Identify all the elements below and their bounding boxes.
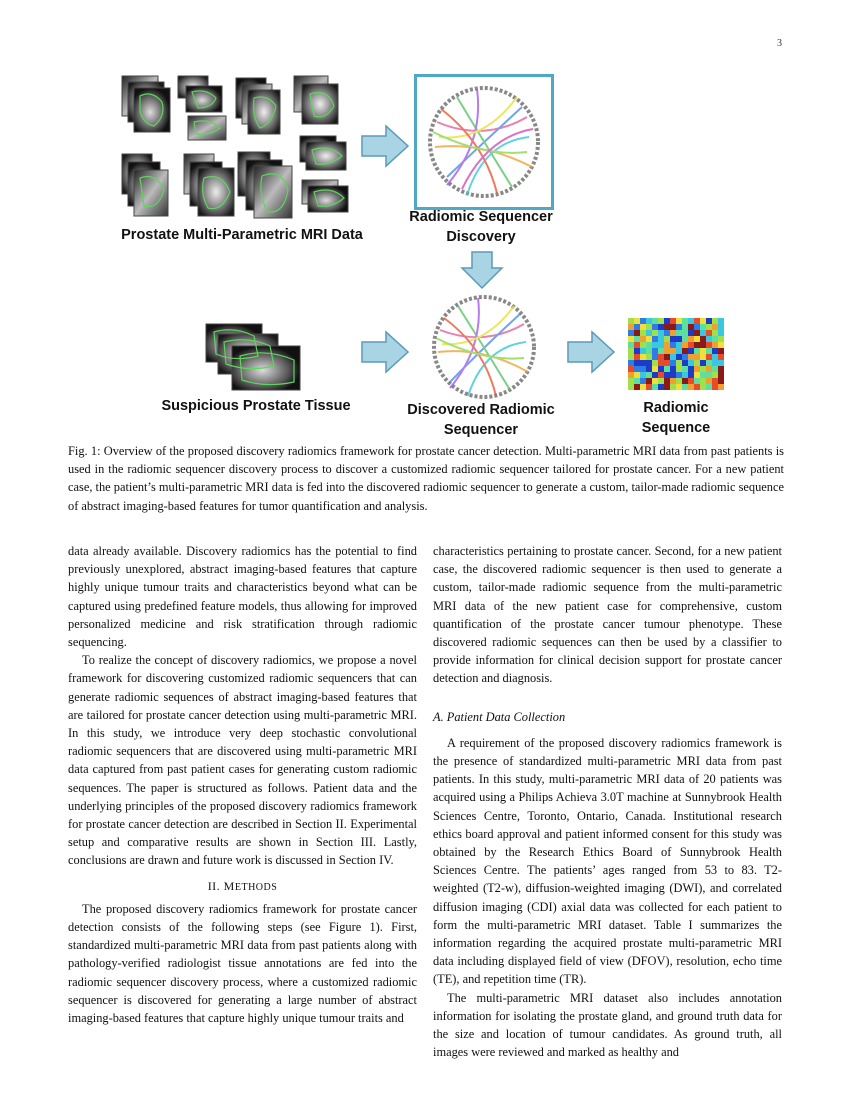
paragraph: A requirement of the proposed discovery radiomics framework is the presence of standardized multi-parametric MRI data from past patients. In this study, multi-parametric MRI data of 20 patients was acquired using a Philips Achieva 3.0T machine at Sunnybrook Health Sciences Centre, Toronto, Ontario, Canada. Institutional research ethics board approval and patient informed consent for this study was obtained by the Research Ethics Board of Sunnybrook Health Sciences Centre. The patients’ ages ranged from 53 to 83. T2-weighted (T2-w), diffusion-weighted imaging (DWI), and correlated diffusion imaging (CDI) axial data was collected for each patient to form the multi-parametric MRI dataset. Table I summarizes the information regarding the acquired prostate multi-parametric MRI data including displayed field of view (DFOV), resolution, echo time (TE), and repetition time (TR). (433, 735, 782, 987)
mri-stack-6 (184, 154, 234, 216)
figure-caption: Fig. 1: Overview of the proposed discovery radiomics framework for prostate cancer detection. Multi-parametric MRI data from past patients is used in the radiomic sequencer discovery process to discover a customized radiomic sequencer tailored for prostate cancer. For a new patient case, the patient’s multi-parametric MRI data is fed into the discovered radiomic sequencer to generate a custom, tailor-made radiomic sequence of abstract imaging-based features for tumor quantification and analysis. (68, 444, 784, 513)
paragraph: The proposed discovery radiomics framework for prostate cancer detection consists of the following steps (see Figure 1). First, standardized multi-parametric MRI data from past patients along with pathology-verified radiologist tissue annotations are fed into the radiomic sequencer discovery process, where a customized radiomic sequencer is discovered for generating a large number of abstract imaging-based features that capture highly unique tumour traits and (68, 901, 417, 1026)
label-sequencer-discovery-line2: Discovery (446, 229, 516, 245)
suspicious-tissue-image (204, 322, 304, 392)
page-number: 3 (777, 38, 782, 49)
label-sequencer-discovery (395, 207, 567, 247)
mri-stack-4 (294, 76, 338, 124)
left-column (68, 542, 417, 1027)
paragraph: To realize the concept of discovery radiomics, we propose a novel framework for discovering customized radiomic sequencers that can generate radiomic sequences of abstract imaging-based features that are tailored for prostate cancer detection using multi-parametric MRI. In this study, we introduce very deep stochastic convolutional radiomic sequencers that are discovered using multi-parametric MRI data captured from past patient cases for generating custom radiomic sequences. The paper is structured as follows. Patient data and the underlying principles of the proposed discovery radiomics framework for prostate cancer detection are described in Section II. Experimental setup and comparative results are shown in Section III. Lastly, conclusions are drawn and future work is discussed in Section IV. (68, 653, 417, 868)
right-column (433, 542, 782, 1061)
paragraph: data already available. Discovery radiomics has the potential to find previously unexplored, abstract imaging-based features that capture highly unique tumour traits and characteristics beyond what can be captured using predefined feature models, thus allowing for improved personalized medicine and risk stratification through radiomic sequencing. (68, 544, 417, 650)
label-radiomic-sequence-line1: Radiomic (643, 400, 709, 416)
heatmap-cell (718, 384, 724, 390)
sequencer-discovery-frame (414, 74, 554, 210)
paragraph: The multi-parametric MRI dataset also includes annotation information for isolating the prostate gland, and ground truth data for the size and location of tumour candidates. As ground truth, all images were reviewed and marked as healthy and (433, 990, 782, 1060)
arrow-right-icon (360, 124, 410, 168)
mri-stack-7 (238, 152, 292, 218)
label-radiomic-sequence-line2: Sequence (641, 420, 711, 436)
discovered-sequencer-chord-icon (422, 290, 546, 404)
mri-stack-8 (300, 136, 348, 212)
paragraph: characteristics pertaining to prostate cancer. Second, for a new patient case, the discovered radiomic sequencer is then used to generate a custom, tailor-made radiomic sequence from the multi-parametric MRI data of the new patient case for comprehensive, custom quantification of the prostate cancer tumour phenotype. These discovered radiomic sequences can then be used by a classifier to provide information for clinical decision support for prostate cancer detection and diagnosis. (433, 544, 782, 686)
arrow-down-icon (460, 250, 504, 290)
mri-stack-3 (236, 78, 280, 134)
arrow-right-icon (360, 330, 410, 374)
chord-diagram-icon (417, 77, 551, 207)
mri-stack-2 (178, 76, 226, 140)
mri-patches-image (118, 72, 358, 222)
section-heading: II. METHODS (207, 878, 278, 893)
label-discovered-sequencer-line1: Discovered Radiomic (407, 402, 555, 418)
mri-data-panel (118, 72, 358, 222)
label-sequencer-discovery-line1: Radiomic Sequencer (409, 209, 553, 225)
label-discovered-sequencer-line2: Sequencer (443, 422, 519, 438)
mri-stack-5 (122, 154, 168, 216)
subsection-heading: A. Patient Data Collection (433, 709, 566, 724)
label-mri-data: Prostate Multi-Parametric MRI Data (121, 227, 363, 243)
label-suspicious-tissue: Suspicious Prostate Tissue (161, 398, 351, 414)
figure-1 (0, 0, 850, 440)
label-discovered-sequencer (395, 400, 567, 440)
arrow-right-icon (566, 330, 616, 374)
label-radiomic-sequence (616, 398, 736, 438)
mri-stack-1 (122, 76, 170, 132)
radiomic-sequence-heatmap (628, 318, 724, 390)
